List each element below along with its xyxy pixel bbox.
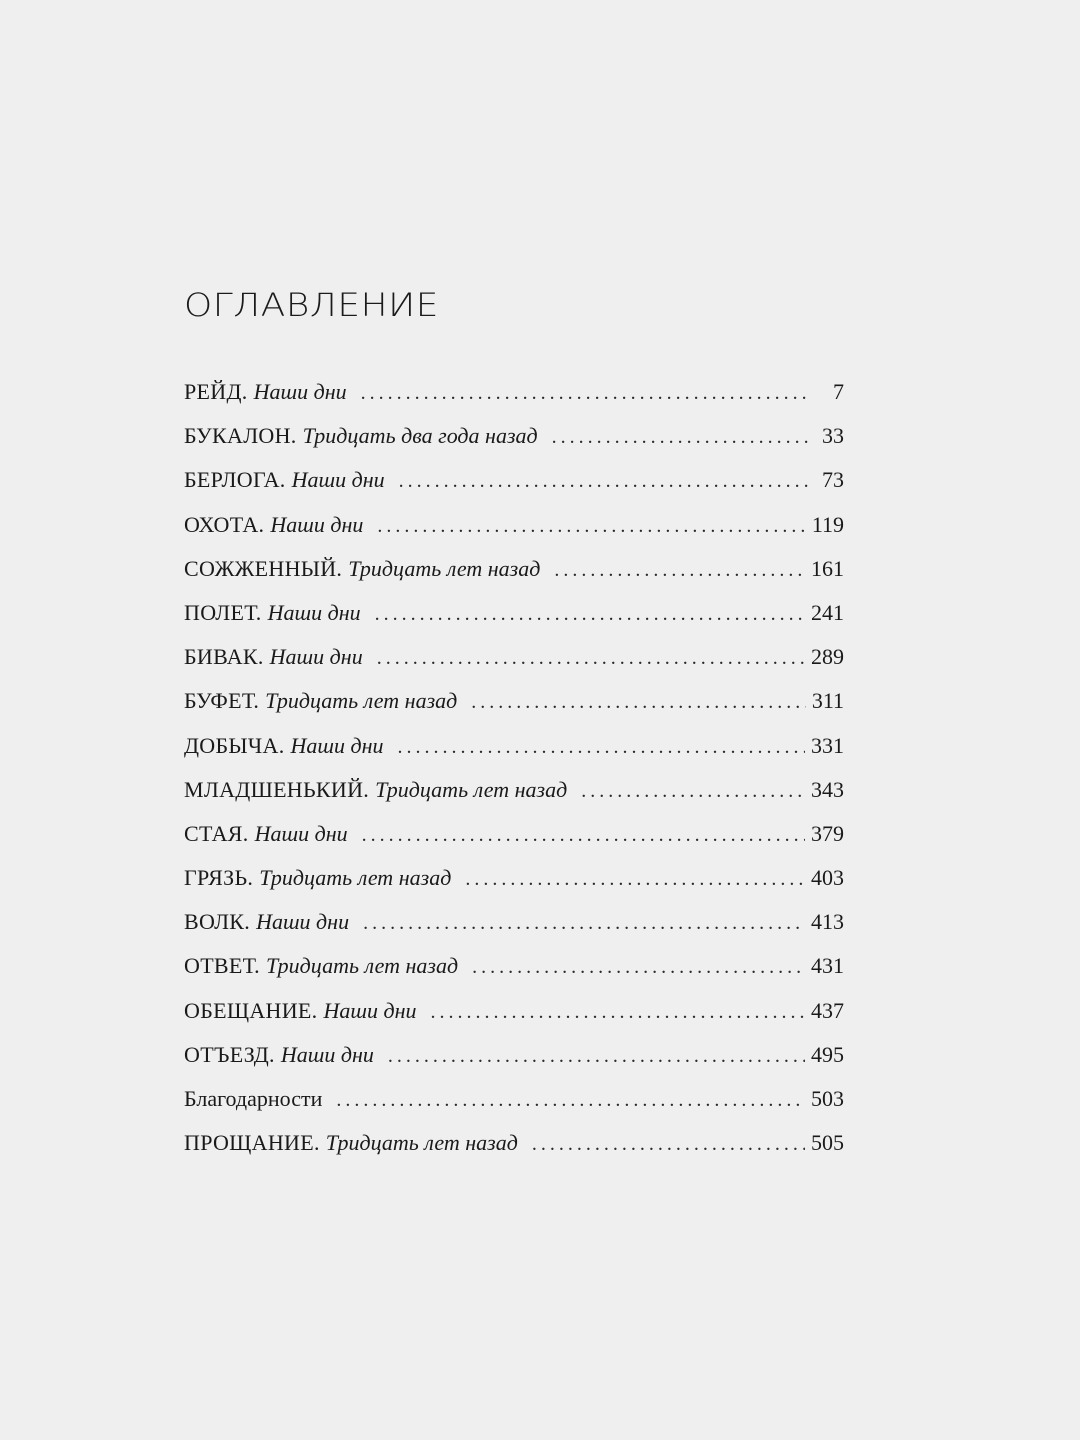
entry-subtitle: Наши дни xyxy=(323,997,417,1023)
entry-page-number: 503 xyxy=(811,1086,844,1111)
dot-leader xyxy=(552,415,808,459)
entry-title: ОБЕЩАНИЕ. xyxy=(184,997,318,1023)
toc-entry[interactable] xyxy=(184,414,844,458)
entry-subtitle: Наши дни xyxy=(254,820,348,846)
entry-page-number: 495 xyxy=(811,1041,844,1067)
entry-title: БУФЕТ. xyxy=(184,688,260,714)
toc-entry[interactable] xyxy=(184,635,844,679)
dot-leader xyxy=(472,945,805,989)
entry-title: ДОБЫЧА. xyxy=(184,732,285,758)
dot-leader xyxy=(377,504,805,548)
toc-entry[interactable] xyxy=(184,679,844,723)
toc-entry[interactable] xyxy=(184,900,844,944)
entry-title: БИВАК. xyxy=(184,644,264,670)
toc-entry[interactable] xyxy=(184,768,844,812)
dot-leader xyxy=(362,813,805,857)
entry-subtitle: Наши дни xyxy=(269,644,363,670)
entry-title: СТАЯ. xyxy=(184,820,249,846)
entry-title: ОХОТА. xyxy=(184,511,265,537)
entry-title: ПРОЩАНИЕ. xyxy=(184,1130,320,1156)
toc-entry[interactable] xyxy=(184,1077,844,1121)
entry-subtitle: Тридцать лет назад xyxy=(265,688,458,714)
toc-list xyxy=(184,370,844,1165)
entry-page-number: 437 xyxy=(811,997,844,1023)
entry-subtitle: Тридцать лет назад xyxy=(325,1130,518,1156)
dot-leader xyxy=(361,371,808,415)
dot-leader xyxy=(471,680,806,724)
entry-page-number: 33 xyxy=(822,423,844,449)
dot-leader xyxy=(363,901,805,945)
toc-entry[interactable] xyxy=(184,370,844,414)
entry-page-number: 431 xyxy=(811,953,844,979)
dot-leader xyxy=(399,459,808,503)
dot-leader xyxy=(398,725,805,769)
entry-subtitle: Тридцать лет назад xyxy=(259,865,452,891)
entry-title: ОТЪЕЗД. xyxy=(184,1041,275,1067)
toc-entry[interactable] xyxy=(184,1121,844,1165)
entry-page-number: 343 xyxy=(811,776,844,802)
entry-page-number: 7 xyxy=(833,379,844,404)
entry-page-number: 403 xyxy=(811,865,844,891)
dot-leader xyxy=(532,1122,805,1166)
entry-page-number: 331 xyxy=(811,732,844,758)
toc-entry[interactable] xyxy=(184,503,844,547)
toc-entry[interactable] xyxy=(184,1033,844,1077)
toc-entry[interactable] xyxy=(184,591,844,635)
entry-subtitle: Наши дни xyxy=(280,1041,374,1067)
entry-page-number: 289 xyxy=(811,644,844,670)
entry-subtitle: Тридцать лет назад xyxy=(265,953,459,979)
entry-subtitle: Наши дни xyxy=(256,909,350,935)
dot-leader xyxy=(377,636,805,680)
dot-leader xyxy=(375,592,805,636)
toc-entry[interactable] xyxy=(184,989,844,1033)
entry-title: РЕЙД. xyxy=(184,379,248,404)
entry-page-number: 379 xyxy=(811,820,844,846)
entry-title: БУКАЛОН. xyxy=(184,423,297,449)
entry-title: МЛАДШЕНЬКИЙ. xyxy=(184,776,370,802)
toc-entry[interactable] xyxy=(184,812,844,856)
toc-heading: ОГЛАВЛЕНИЕ xyxy=(184,286,439,324)
entry-page-number: 505 xyxy=(811,1130,844,1156)
dot-leader xyxy=(336,1078,805,1122)
entry-title: ВОЛК. xyxy=(184,909,251,935)
entry-subtitle: Тридцать лет назад xyxy=(348,555,541,581)
entry-title: Благодарности xyxy=(184,1086,323,1111)
entry-title: ПОЛЕТ. xyxy=(184,599,262,625)
dot-leader xyxy=(465,857,805,901)
entry-page-number: 311 xyxy=(811,688,844,714)
entry-subtitle: Наши дни xyxy=(291,467,385,493)
entry-subtitle: Наши дни xyxy=(270,511,364,537)
toc-entry[interactable] xyxy=(184,458,844,502)
dot-leader xyxy=(431,990,805,1034)
entry-subtitle: Наши дни xyxy=(253,379,347,404)
dot-leader xyxy=(388,1034,805,1078)
toc-entry[interactable] xyxy=(184,547,844,591)
dot-leader xyxy=(581,769,805,813)
entry-title: ГРЯЗЬ. xyxy=(184,865,254,891)
entry-title: СОЖЖЕННЫЙ. xyxy=(184,555,343,581)
entry-page-number: 241 xyxy=(811,599,844,625)
entry-title: БЕРЛОГА. xyxy=(184,467,286,493)
entry-page-number: 413 xyxy=(811,909,844,935)
toc-entry[interactable] xyxy=(184,856,844,900)
entry-subtitle: Тридцать лет назад xyxy=(375,776,568,802)
dot-leader xyxy=(554,548,805,592)
entry-page-number: 119 xyxy=(811,511,844,537)
entry-subtitle: Наши дни xyxy=(290,732,384,758)
entry-page-number: 161 xyxy=(811,555,844,581)
entry-subtitle: Наши дни xyxy=(267,599,361,625)
toc-entry[interactable] xyxy=(184,724,844,768)
entry-title: ОТВЕТ. xyxy=(184,953,260,979)
entry-subtitle: Тридцать два года назад xyxy=(302,423,538,449)
toc-entry[interactable] xyxy=(184,944,844,988)
entry-page-number: 73 xyxy=(822,467,844,493)
